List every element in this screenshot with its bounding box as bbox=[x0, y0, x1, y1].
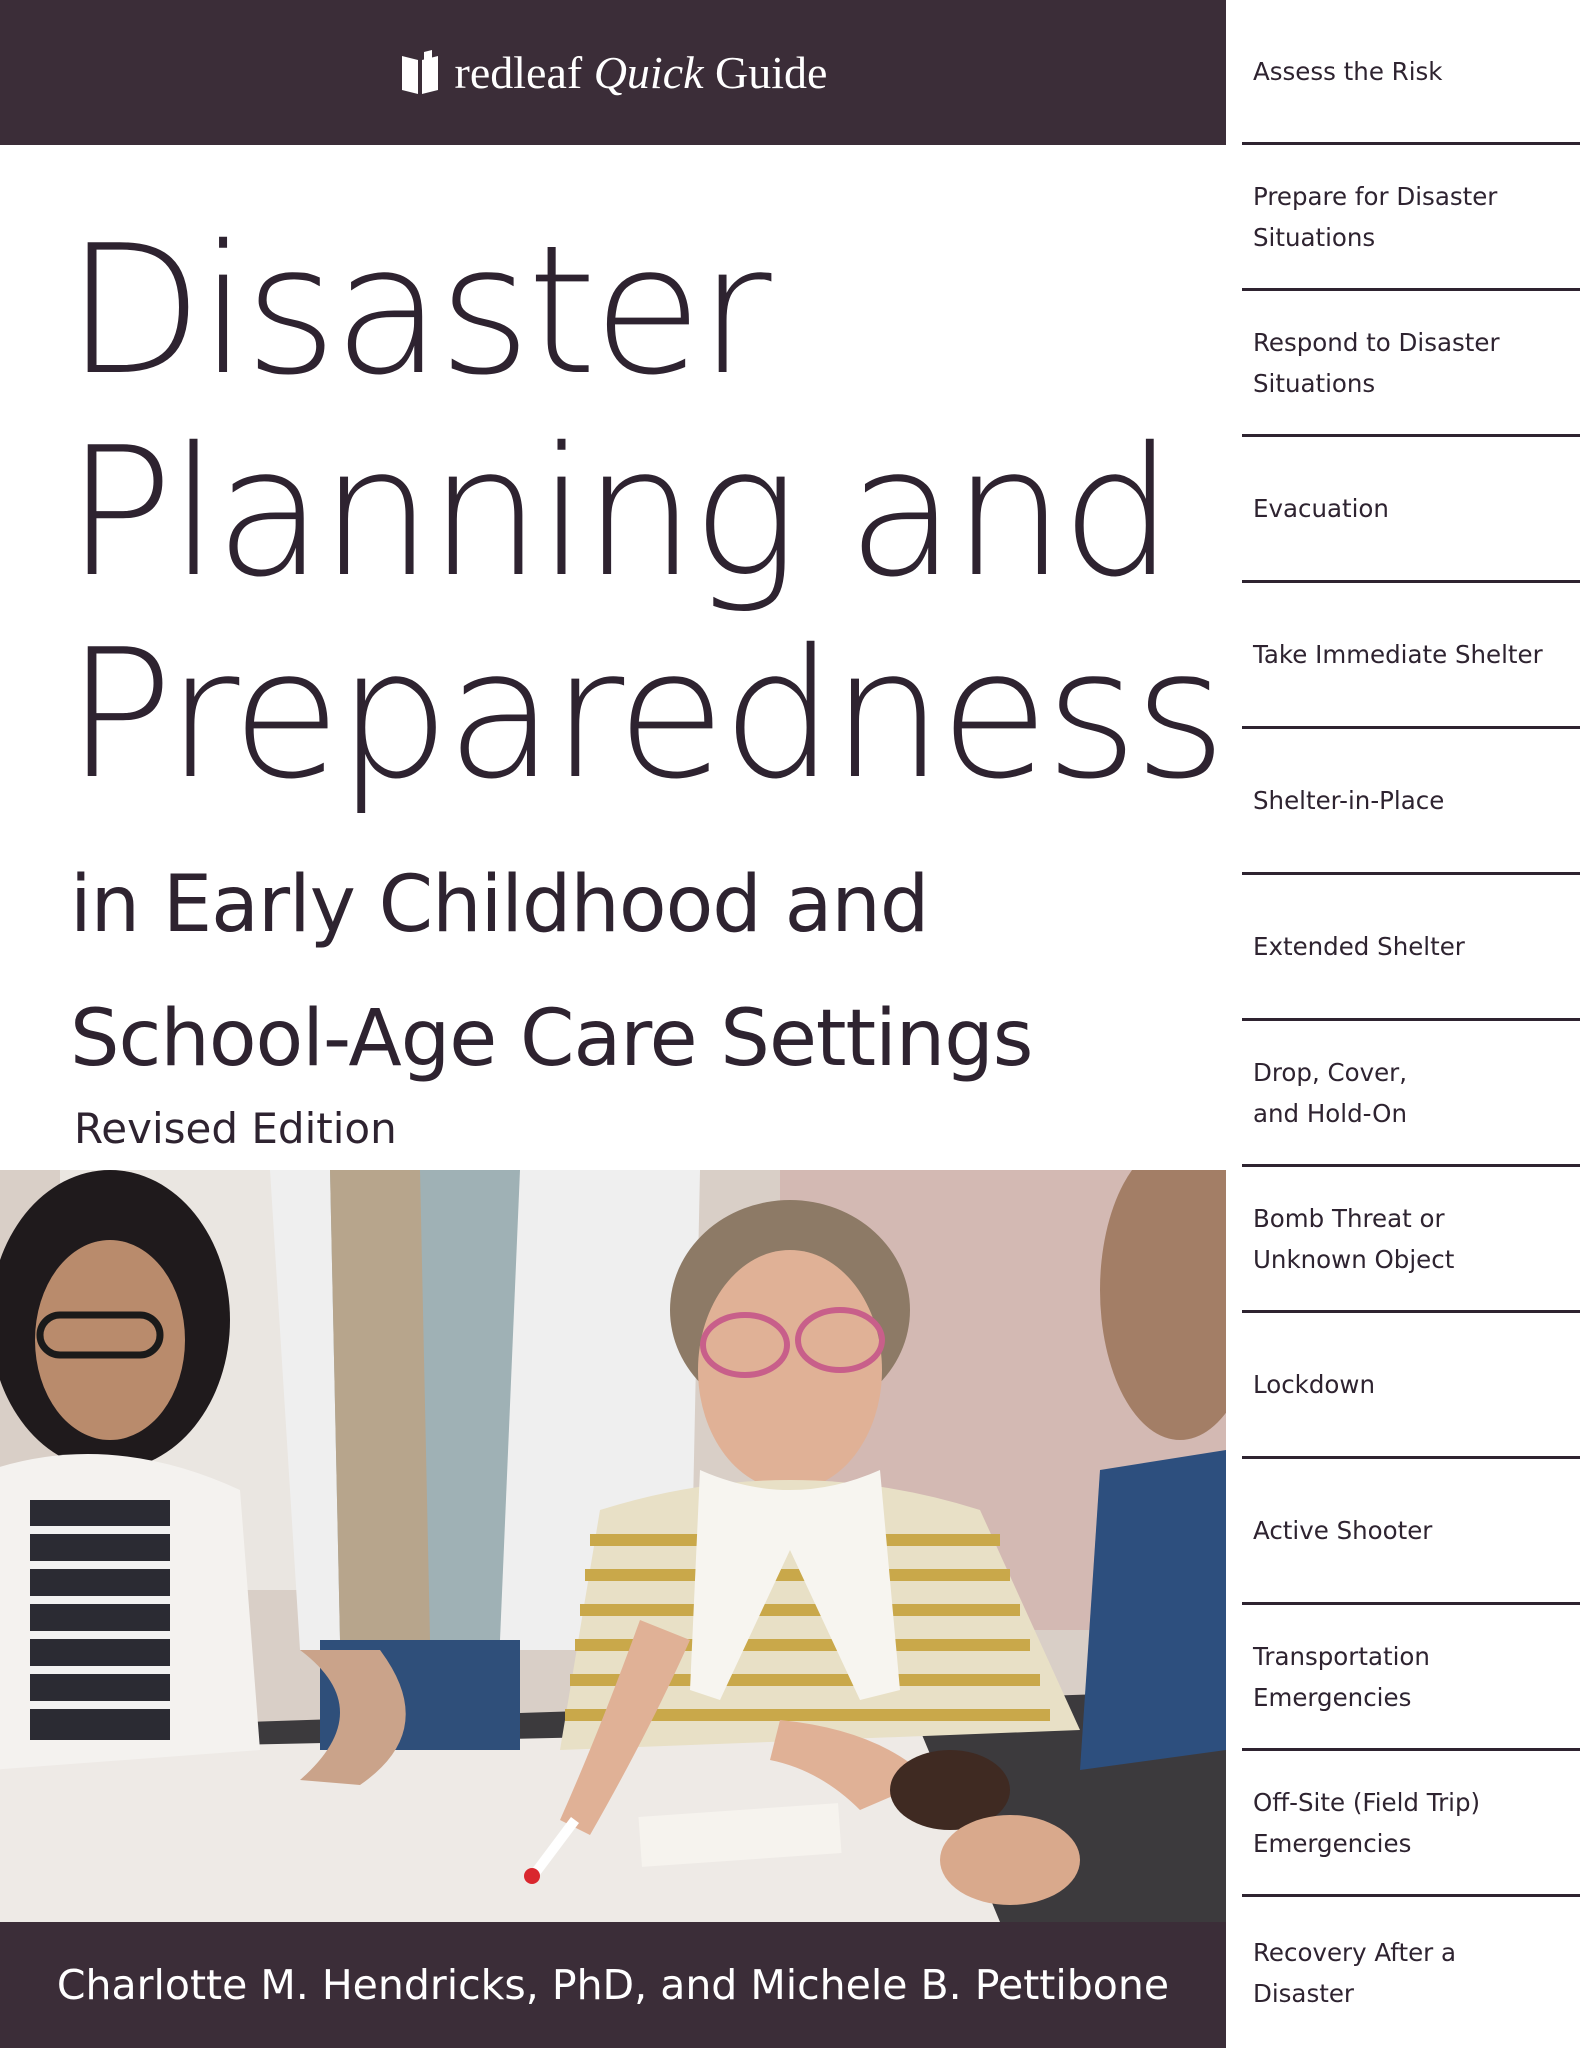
tab-bomb-threat[interactable] bbox=[1242, 1167, 1580, 1313]
cover-photo-illustration bbox=[0, 1170, 1226, 1922]
tab-extended-shelter[interactable] bbox=[1242, 875, 1580, 1021]
tab-label: Take Immediate Shelter bbox=[1253, 640, 1543, 669]
tab-shelter-in-place[interactable] bbox=[1242, 729, 1580, 875]
tab-label: Transportation Emergencies bbox=[1253, 1641, 1430, 1712]
tab-label: Assess the Risk bbox=[1253, 56, 1443, 86]
tab-recovery-after-disaster[interactable] bbox=[1242, 1897, 1580, 2048]
publisher-brand bbox=[455, 46, 828, 99]
tab-lockdown[interactable] bbox=[1242, 1313, 1580, 1459]
author-bar bbox=[0, 1922, 1226, 2048]
book-subtitle bbox=[70, 838, 1032, 1106]
tab-evacuation[interactable] bbox=[1242, 437, 1580, 583]
brand-prefix: redleaf bbox=[454, 47, 583, 98]
title-line-1: Disaster bbox=[66, 207, 768, 414]
tab-label: Off-Site (Field Trip) Emergencies bbox=[1253, 1787, 1481, 1858]
tab-respond-to-disaster-situations[interactable] bbox=[1242, 291, 1580, 437]
brand-italic: Quick bbox=[593, 47, 704, 98]
brand-suffix: Guide bbox=[715, 47, 828, 98]
tab-off-site-emergencies[interactable] bbox=[1242, 1751, 1580, 1897]
title-line-3: Preparedness bbox=[66, 611, 1223, 818]
tab-label: Respond to Disaster Situations bbox=[1253, 327, 1500, 398]
tab-label: Extended Shelter bbox=[1253, 932, 1465, 961]
tab-label: Active Shooter bbox=[1253, 1516, 1433, 1545]
tab-label: Recovery After a Disaster bbox=[1253, 1937, 1457, 2008]
authors-names: Charlotte M. Hendricks, PhD, and Michele B. Pettibone bbox=[56, 1961, 1170, 2009]
tab-label: Evacuation bbox=[1253, 494, 1389, 523]
book-title bbox=[66, 207, 1223, 818]
open-book-logo-icon bbox=[399, 50, 441, 96]
topic-tab-column bbox=[1226, 0, 1580, 2048]
cover-photo bbox=[0, 1170, 1226, 1922]
tab-label: Prepare for Disaster Situations bbox=[1253, 181, 1498, 252]
tab-label: Shelter-in-Place bbox=[1253, 786, 1445, 815]
tab-take-immediate-shelter[interactable] bbox=[1242, 583, 1580, 729]
tab-active-shooter[interactable] bbox=[1242, 1459, 1580, 1605]
tab-label: Lockdown bbox=[1253, 1370, 1375, 1399]
tab-assess-the-risk[interactable] bbox=[1242, 0, 1580, 145]
title-line-2: Planning and bbox=[66, 409, 1171, 616]
edition-label: Revised Edition bbox=[74, 1104, 397, 1153]
tab-transportation-emergencies[interactable] bbox=[1242, 1605, 1580, 1751]
tab-prepare-for-disaster-situations[interactable] bbox=[1242, 145, 1580, 291]
subtitle-line-2: School-Age Care Settings bbox=[70, 994, 1033, 1084]
tab-label: Bomb Threat or Unknown Object bbox=[1253, 1203, 1455, 1274]
publisher-banner bbox=[0, 0, 1226, 145]
tab-label: Drop, Cover, and Hold-On bbox=[1253, 1057, 1408, 1128]
subtitle-line-1: in Early Childhood and bbox=[70, 860, 929, 950]
tab-drop-cover-hold-on[interactable] bbox=[1242, 1021, 1580, 1167]
